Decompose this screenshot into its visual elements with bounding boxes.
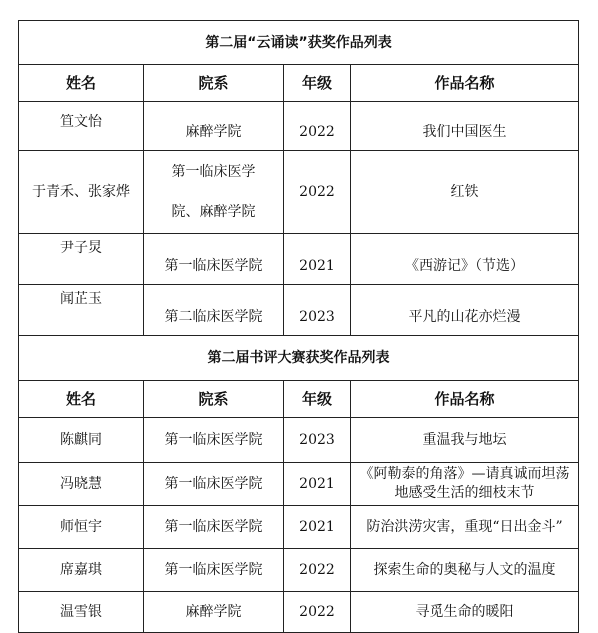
cell-name: 冯晓慧 [19,463,144,506]
cell-grade: 2021 [284,234,351,285]
table-row [19,151,579,234]
cell-work-title: 《阿勒泰的角落》—请真诚而坦荡地感受生活的细枝末节 [351,463,579,506]
table1-title-row [19,21,579,65]
table-row [19,234,579,285]
cell-name: 温雪银 [19,592,144,633]
cell-name: 师恒宇 [19,506,144,549]
cell-grade: 2022 [284,151,351,234]
cell-department: 第一临床医学院 [144,418,284,463]
cell-department: 麻醉学院 [144,592,284,633]
cell-grade: 2021 [284,506,351,549]
cell-grade: 2022 [284,549,351,592]
table-row [19,592,579,633]
table2-header-row [19,381,579,418]
table-row [19,549,579,592]
cell-grade: 2022 [284,102,351,151]
header-work-title: 作品名称 [351,381,579,418]
table-row [19,418,579,463]
cell-grade: 2022 [284,592,351,633]
table1-title: 第二届“云诵读”获奖作品列表 [19,21,579,65]
header-grade: 年级 [284,65,351,102]
cell-name: 闻芷玉 [19,285,144,336]
header-name: 姓名 [19,381,144,418]
cell-work-title: 重温我与地坛 [351,418,579,463]
table2-title: 第二届书评大赛获奖作品列表 [19,336,579,381]
header-department: 院系 [144,381,284,418]
cell-department: 第一临床医学院 [144,234,284,285]
cell-grade: 2023 [284,418,351,463]
header-grade: 年级 [284,381,351,418]
cell-work-title: 《西游记》（节选） [351,234,579,285]
cell-department: 第二临床医学院 [144,285,284,336]
cell-name: 陈麒同 [19,418,144,463]
cell-grade: 2021 [284,463,351,506]
cell-work-title: 寻觅生命的暖阳 [351,592,579,633]
cell-department: 第一临床医学院 [144,463,284,506]
table1-header-row [19,65,579,102]
table-row [19,285,579,336]
cell-grade: 2023 [284,285,351,336]
table-row [19,506,579,549]
cell-work-title: 红铁 [351,151,579,234]
table2-title-row [19,336,579,381]
cell-work-title: 探索生命的奥秘与人文的温度 [351,549,579,592]
header-department: 院系 [144,65,284,102]
header-work-title: 作品名称 [351,65,579,102]
cell-department: 第一临床医学院 [144,549,284,592]
cell-name: 于青禾、张家烨 [19,151,144,234]
award-table [18,20,579,633]
cell-department: 麻醉学院 [144,102,284,151]
cell-name: 笪文怡 [19,102,144,151]
cell-department: 第一临床医学院 [144,506,284,549]
cell-work-title: 平凡的山花亦烂漫 [351,285,579,336]
cell-name: 尹子炅 [19,234,144,285]
header-name: 姓名 [19,65,144,102]
table-row [19,463,579,506]
cell-work-title: 防治洪涝灾害，重现“日出金斗” [351,506,579,549]
cell-department: 第一临床医学院、麻醉学院 [144,151,284,234]
table-row [19,102,579,151]
cell-name: 席嘉琪 [19,549,144,592]
cell-work-title: 我们中国医生 [351,102,579,151]
